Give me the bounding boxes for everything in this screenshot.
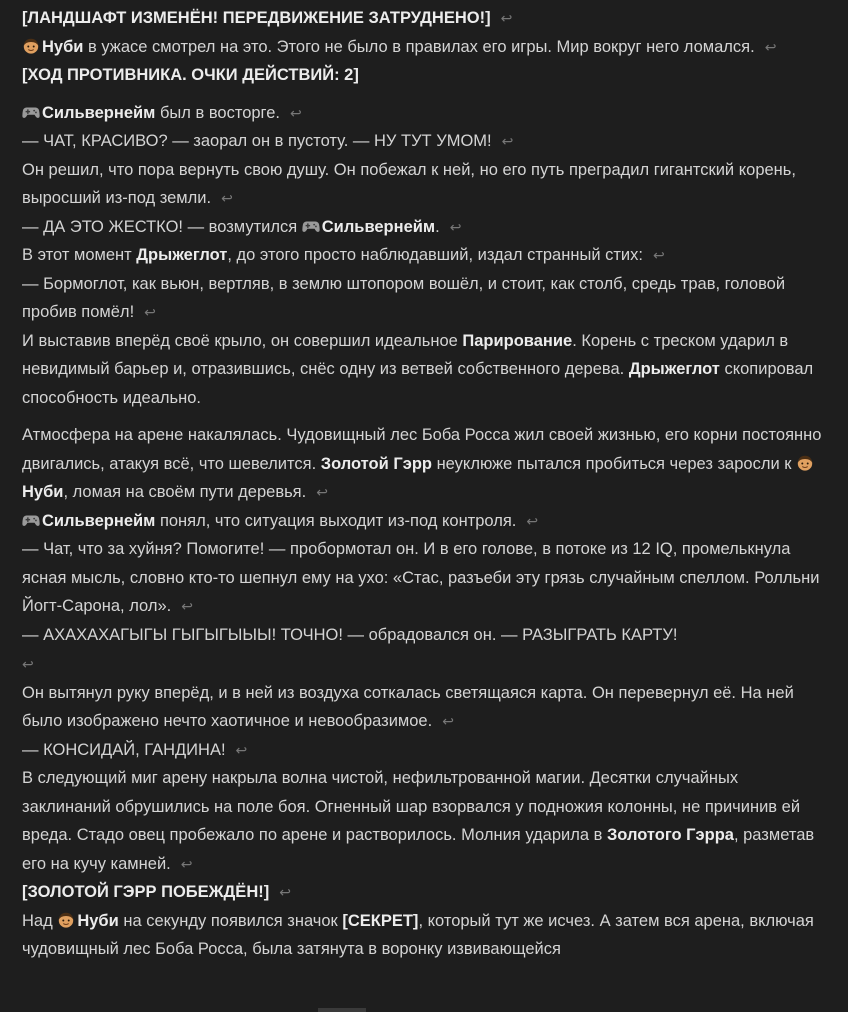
paragraph <box>22 99 822 128</box>
paragraph-return-icon: ↩ <box>449 218 462 235</box>
paragraph <box>22 127 822 156</box>
paragraph-return-icon: ↩ <box>144 304 156 320</box>
bold-text: [СЕКРЕТ] <box>342 911 419 930</box>
paragraph <box>22 213 822 242</box>
bold-text: Дрыжеглот <box>628 360 720 378</box>
bold-text: Дрыжеглот <box>136 246 228 264</box>
bold-text: Парирование <box>462 331 573 350</box>
paragraph-return-icon: ↩ <box>652 247 665 263</box>
bold-text: [ЛАНДШАФТ ИЗМЕНЁН! ПЕРЕДВИЖЕНИЕ ЗАТРУДНЕНО!] <box>22 9 491 27</box>
person-emoji-icon <box>57 911 75 929</box>
paragraph-return-icon: ↩ <box>500 10 513 26</box>
paragraph-return-icon: ↩ <box>764 38 777 55</box>
text-run: Он вытянул руку вперёд, и в ней из воздуха соткалась светящаяся карта. Он перевернул её. На ней было изображено нечто хаотичное и невообразимое. <box>22 683 794 730</box>
paragraph-return-icon: ↩ <box>526 512 539 529</box>
text-run: — КОНСИДАЙ, ГАНДИНА! <box>22 740 226 759</box>
text-run: . <box>435 217 440 236</box>
paragraph-return-icon: ↩ <box>221 190 233 206</box>
text-run: скопировал способность идеально. <box>22 360 814 407</box>
text-run: . Корень с треском ударил в невидимый барьер и, отразившись, снёс одну из ветвей собственного дерева. <box>22 331 789 378</box>
paragraph <box>22 270 822 327</box>
paragraph <box>22 764 822 878</box>
document-body <box>22 4 822 964</box>
paragraph-return-icon: ↩ <box>442 713 454 729</box>
paragraph <box>22 61 822 90</box>
bold-text: Сильвернейм <box>42 103 156 122</box>
bold-text: Нуби <box>42 37 84 56</box>
paragraph <box>22 507 822 536</box>
text-run: был в восторге. <box>155 103 280 122</box>
paragraph-return-icon: ↩ <box>22 656 34 672</box>
paragraph <box>22 33 822 62</box>
text-run: неуклюже пытался пробиться через заросли к <box>431 454 797 473</box>
person-emoji-icon <box>796 454 814 472</box>
text-run: И выставив вперёд своё крыло, он совершил идеальное <box>22 331 463 350</box>
text-run: Над <box>22 911 58 930</box>
scroll-indicator[interactable] <box>318 1008 366 1012</box>
bold-text: Нуби <box>22 483 64 501</box>
person-emoji-icon <box>22 37 40 55</box>
text-run: — ДА ЭТО ЖЕСТКО! — возмутился <box>22 217 302 236</box>
text-run: — АХАХАХАГЫГЫ ГЫГЫГЫЫЫ! ТОЧНО! — обрадовался он. — РАЗЫГРАТЬ КАРТУ! <box>22 625 678 644</box>
text-run: на секунду появился значок <box>118 911 343 930</box>
text-run: В следующий миг арену накрыла волна чистой, нефильтрованной магии. Десятки случайных заклинаний обрушились на поле боя. Огненный шар взорвался у подножия колонны, не причинив ей вреда. Стадо овец пробежало по арене и растворилось. Молния ударила в <box>22 769 801 844</box>
bold-text: Золотого Гэрра <box>606 826 734 844</box>
paragraph <box>22 736 822 765</box>
paragraph-return-icon: ↩ <box>316 484 328 500</box>
text-run: — Бормоглот, как вьюн, вертляв, в землю штопором вошёл, и стоит, как столб, средь трав, головой пробив помёл! <box>22 274 786 321</box>
paragraph <box>22 878 822 907</box>
paragraph <box>22 679 822 736</box>
paragraph-return-icon: ↩ <box>279 884 291 900</box>
paragraph-return-icon: ↩ <box>180 855 193 872</box>
paragraph <box>22 535 822 621</box>
paragraph-return-icon: ↩ <box>235 741 248 758</box>
text-run: — ЧАТ, КРАСИВО? — заорал он в пустоту. — НУ ТУТ УМОМ! <box>22 132 492 150</box>
paragraph-return-icon: ↩ <box>289 104 302 121</box>
paragraph <box>22 907 822 964</box>
text-run: Атмосфера на арене накалялась. Чудовищный лес Боба Росса жил своей жизнью, его корни постоянно двигались, атакуя всё, что шевелится. <box>22 426 822 473</box>
bold-text: Золотой Гэрр <box>320 454 432 473</box>
paragraph <box>22 621 822 679</box>
text-run: , разметав его на кучу камней. <box>22 826 815 873</box>
paragraph-return-icon: ↩ <box>501 133 514 149</box>
text-run: , до этого просто наблюдавший, издал странный стих: <box>227 246 643 264</box>
paragraph <box>22 327 822 413</box>
gamepad-icon <box>22 103 40 121</box>
text-run: — Чат, что за хуйня? Помогите! — пробормотал он. И в его голове, в потоке из 12 IQ, промелькнула ясная мысль, словно кто-то шепнул ему на ухо: «Стас, разъеби эту грязь случайным спеллом. Ролльни Йогт-Сарона, лол». <box>22 540 820 615</box>
bold-text: [ХОД ПРОТИВНИКА. ОЧКИ ДЕЙСТВИЙ: 2] <box>22 66 359 84</box>
text-run: Он решил, что пора вернуть свою душу. Он побежал к ней, но его путь преградил гигантский корень, выросший из-под земли. <box>22 160 796 207</box>
text-run: понял, что ситуация выходит из-под контроля. <box>155 511 517 530</box>
gamepad-icon <box>22 511 40 529</box>
bold-text: Сильвернейм <box>321 217 436 236</box>
paragraph <box>22 4 822 33</box>
paragraph <box>22 241 822 270</box>
gamepad-icon <box>302 217 320 235</box>
paragraph <box>22 156 822 213</box>
paragraph <box>22 421 822 507</box>
paragraph-return-icon: ↩ <box>181 598 193 614</box>
bold-text: [ЗОЛОТОЙ ГЭРР ПОБЕЖДЁН!] <box>22 883 270 901</box>
bold-text: Нуби <box>77 911 119 930</box>
text-run: , ломая на своём пути деревья. <box>63 483 307 501</box>
text-run: В этот момент <box>22 246 137 264</box>
bold-text: Сильвернейм <box>42 511 156 530</box>
text-run: в ужасе смотрел на это. Этого не было в правилах его игры. Мир вокруг него ломался. <box>83 37 755 56</box>
text-run: , который тут же исчез. А затем вся арена, включая чудовищный лес Боба Росса, была затянута в воронку извивающейся <box>22 911 814 958</box>
